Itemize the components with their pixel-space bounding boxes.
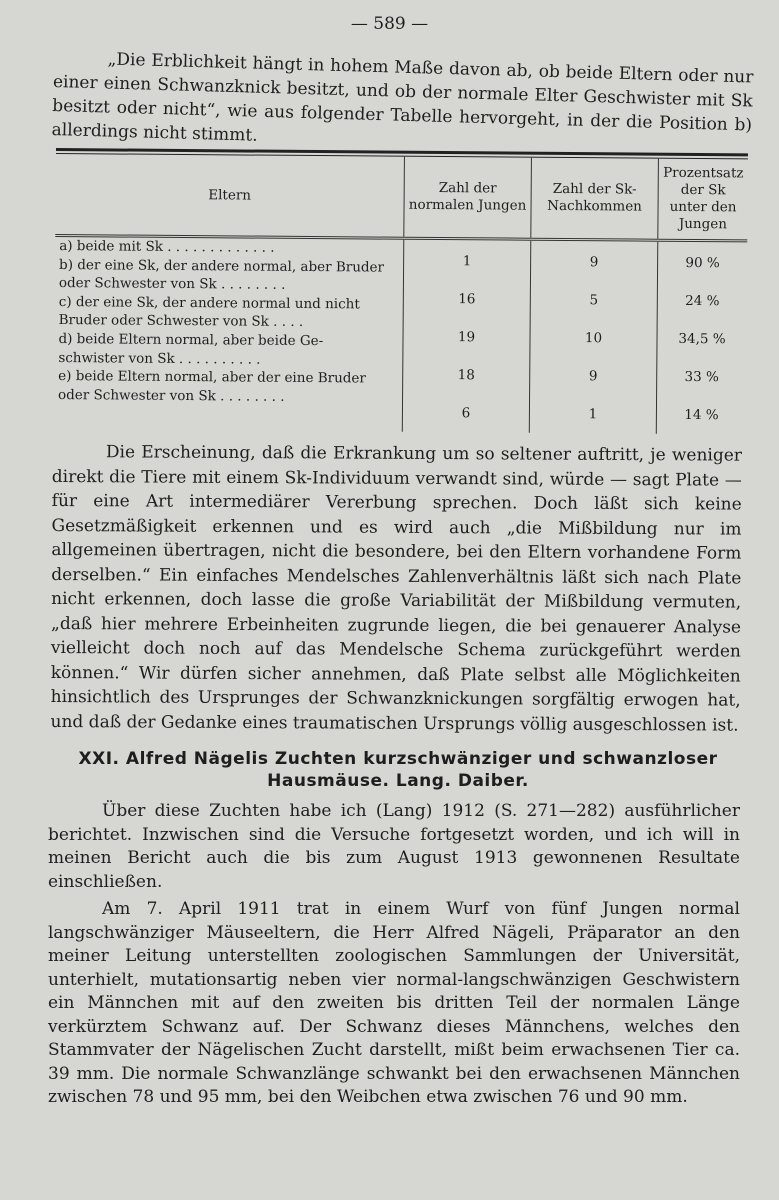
paragraph: Die Erscheinung, daß die Erkrankung um so seltener auftritt, je weniger direkt die Tiere mit einem Sk-Individuum verwandt sind, würde — sagt Plate — für eine Art intermediärer Vererbung sprechen. Doch läßt sich keine Gesetzmäßigkeit erkennen und es wird auch „die Mißbildung nur im allgemeinen übertragen, nicht die besondere, bei den Eltern vorhandene Form derselben.“ Ein einfaches Mendelsches Zahlenverhältnis läßt sich nach Plate nicht erkennen, doch lasse die große Variabilität der Mißbildung vermuten, „daß hier mehrere Erbeinheiten zugrunde liegen, die bei genauerer Analyse vielleicht doch noch auf das Mendelsche Schema zurückgeführt werden können.“ Wir dürfen sicher annehmen, daß Plate selbst alle Möglichkeiten hinsichtlich des Ursprunges der Schwanzknickungen sorgfältig erwogen hat, und daß der Gedanke eines traumatischen Ursprungs völlig ausgeschlossen ist. [50,442,742,736]
intro-paragraph: „Die Erblichkeit hängt in hohem Maße davon ab, ob beide Eltern oder nur einer einen Schwanzknick besitzt, und ob der normale Elter Geschwister mit Sk besitzt oder nicht“, wie aus folgender Tabelle hervorgeht, in der die Position b) allerdings nicht stimmt. [51,49,754,146]
row-label: a) beide mit Sk . . . . . . . . . . . . . [59,238,275,256]
percent-value: 34,5 % [678,330,726,348]
normal-count: 18 [457,367,475,384]
row-label: schwister von Sk . . . . . . . . . . [58,349,261,368]
percent-value: 14 % [684,406,719,424]
table-header-row [55,154,748,241]
sk-count: 9 [589,254,599,271]
normal-column [402,238,531,432]
normal-count: 19 [457,329,476,346]
table-body-row [54,235,747,434]
header-zahl-normal: Zahl der normalen Jungen [404,157,532,239]
row-label: oder Schwester von Sk . . . . . . . . [57,386,285,405]
percent-value: 24 % [685,292,720,310]
row-label: b) der eine Sk, der andere normal, aber Bruder [59,256,385,276]
body-section-1 [50,440,742,738]
row-label: Bruder oder Schwester von Sk . . . . [58,312,304,331]
header-zahl-sk: Zahl der Sk-Nachkommen [531,158,659,240]
percent-column [656,240,747,434]
paragraph: Am 7. April 1911 trat in einem Wurf von fünf Jungen normal langschwänziger Mäuseeltern, die Herr Alfred Nägeli, Präparator an den meiner Leitung unterstellten zoologischen Sammlungen der Universität, unterhielt, mutationsartig neben vier normal-langschwänzigen Geschwistern ein Männchen mit auf den zweiten bis dritten Teil der normalen Länge verkürztem Schwanz auf. Der Schwanz dieses Männchens, welches den Stammvater der Nägelischen Zucht darstellt, mißt beim erwachsenen Tier ca. 39 mm. Die normale Schwanzlänge schwankt bei den erwachsenen Männchen zwischen 78 und 95 mm, bei den Weibchen etwa zwischen 76 und 90 mm. [48,899,740,1107]
normal-count: 1 [462,253,472,270]
percent-value: 90 % [685,254,720,272]
section-heading [52,748,744,792]
normal-count: 6 [461,405,471,422]
paragraph: Über diese Zuchten habe ich (Lang) 1912 (S. 271—282) ausführlicher berichtet. Inzwischen sind die Versuche fortgesetzt worden, und ich will in meinen Bericht auch die bis zum August 1913 gewonnenen Resultate einschließen. [48,801,740,892]
sk-count: 9 [588,368,598,385]
heading-line: Hausmäuse. Lang. Daiber. [267,771,529,791]
header-eltern: Eltern [55,154,404,238]
eltern-column [54,235,404,431]
heading-line: XXI. Alfred Nägelis Zuchten kurzschwänziger und schwanzloser [78,749,718,769]
row-label: d) beide Eltern normal, aber beide Ge- [58,330,324,350]
percent-value: 33 % [684,368,719,386]
header-prozent: Prozentsatz der Sk unter den Jungen [658,159,748,241]
sk-count: 10 [584,330,603,347]
row-label: oder Schwester von Sk . . . . . . . . [58,275,286,293]
row-label: c) der eine Sk, der andere normal und nicht [58,293,360,313]
body-section-2 [48,800,740,1114]
normal-count: 16 [458,291,476,308]
page-number: — 589 — [350,14,429,34]
inheritance-table [54,148,748,434]
intro-quote [51,46,753,162]
sk-count: 1 [588,406,598,423]
row-label: e) beide Eltern normal, aber der eine Bruder [58,368,366,387]
sk-column [529,239,658,433]
sk-count: 5 [589,292,599,309]
